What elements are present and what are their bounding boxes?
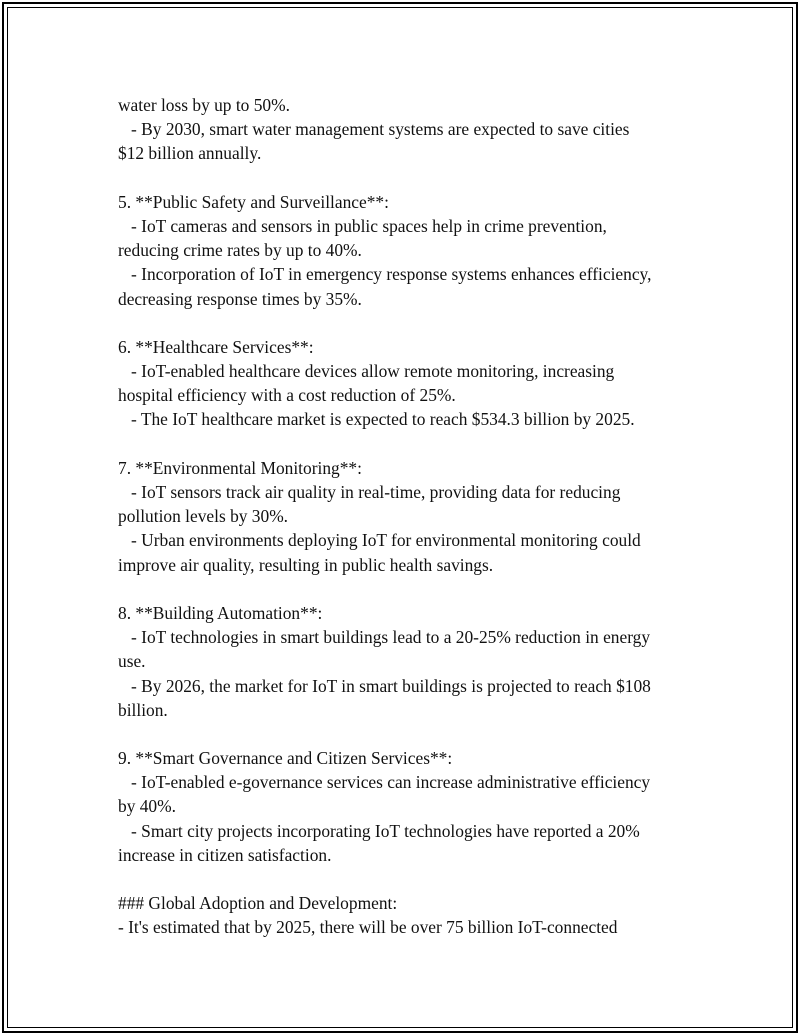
section-healthcare: [118, 335, 698, 432]
text-line: - IoT-enabled e-governance services can increase administrative efficiency: [118, 772, 651, 793]
section-global-adoption: [118, 891, 698, 939]
text-line: - By 2026, the market for IoT in smart buildings is projected to reach $108: [118, 675, 651, 696]
paragraph-spacer: [118, 722, 698, 746]
paragraph-spacer: [118, 311, 698, 335]
text-line: - Incorporation of IoT in emergency response systems enhances efficiency,: [118, 264, 652, 285]
text-line: water loss by up to 50%.: [118, 95, 290, 115]
text-line: pollution levels by 30%.: [118, 506, 289, 527]
text-line: - IoT sensors track air quality in real-time, providing data for reducing: [118, 482, 621, 502]
text-line: by 40%.: [118, 796, 176, 817]
text-line: improve air quality, resulting in public health savings.: [118, 554, 494, 575]
section-heading: 7. **Environmental Monitoring**:: [118, 457, 362, 478]
section-environmental-monitoring: [118, 456, 698, 577]
text-line: - IoT cameras and sensors in public spaces help in crime prevention,: [118, 215, 607, 236]
text-line: increase in citizen satisfaction.: [118, 844, 332, 865]
text-line: hospital efficiency with a cost reduction of 25%.: [118, 385, 456, 406]
text-line: decreasing response times by 35%.: [118, 288, 362, 309]
section-heading: 8. **Building Automation**:: [118, 602, 323, 623]
section-building-automation: [118, 601, 698, 722]
text-line: billion.: [118, 699, 168, 720]
text-line: - IoT-enabled healthcare devices allow remote monitoring, increasing: [118, 361, 615, 382]
paragraph-water-management: [118, 93, 698, 166]
section-public-safety: [118, 190, 698, 311]
section-heading: 9. **Smart Governance and Citizen Services**:: [118, 748, 453, 769]
paragraph-spacer: [118, 867, 698, 891]
text-line: reducing crime rates by up to 40%.: [118, 240, 362, 261]
section-smart-governance: [118, 746, 698, 867]
document-body: [118, 93, 698, 940]
text-line: use.: [118, 651, 146, 672]
text-line: - IoT technologies in smart buildings lead to a 20-25% reduction in energy: [118, 627, 651, 648]
paragraph-spacer: [118, 166, 698, 190]
paragraph-spacer: [118, 577, 698, 601]
text-line: - Smart city projects incorporating IoT technologies have reported a 20%: [118, 820, 640, 841]
text-line: - By 2030, smart water management systems are expected to save cities: [118, 119, 630, 140]
paragraph-spacer: [118, 432, 698, 456]
text-line: - The IoT healthcare market is expected to reach $534.3 billion by 2025.: [118, 409, 635, 430]
text-line: - Urban environments deploying IoT for environmental monitoring could: [118, 530, 641, 551]
text-line: $12 billion annually.: [118, 143, 262, 164]
section-heading: 6. **Healthcare Services**:: [118, 336, 314, 357]
section-heading: ### Global Adoption and Development:: [118, 893, 398, 914]
text-line: - It's estimated that by 2025, there will be over 75 billion IoT-connected: [118, 917, 618, 938]
section-heading: 5. **Public Safety and Surveillance**:: [118, 191, 389, 212]
